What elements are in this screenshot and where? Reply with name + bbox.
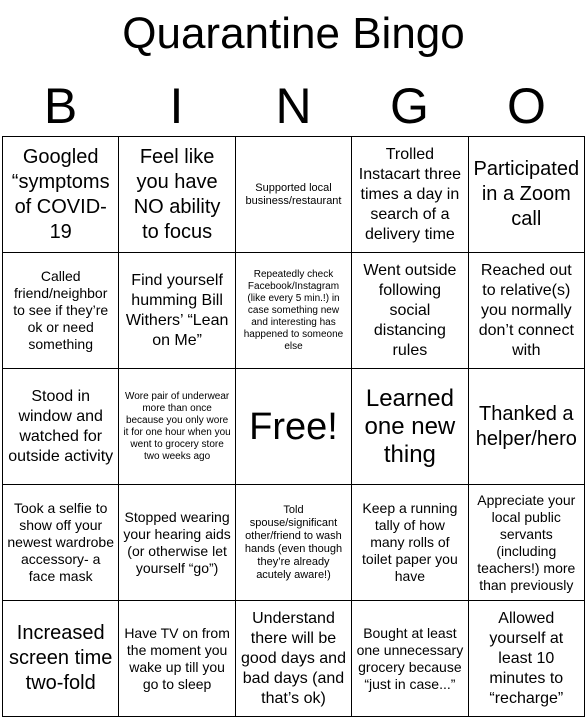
bingo-cell[interactable] [3, 601, 119, 717]
cell-text: Increased screen time two-fold [9, 622, 113, 694]
bingo-cell[interactable] [469, 253, 585, 369]
bingo-grid [2, 136, 585, 717]
cell-text: Feel like you have NO ability to focus [133, 145, 221, 243]
cell-text: Reached out to relative(s) you normally don’t connect with [478, 261, 574, 359]
bingo-cell[interactable] [119, 369, 235, 485]
cell-text: Supported local business/restaurant [245, 181, 342, 207]
cell-text: Appreciate your local public servants (including teachers!) more than previously [477, 491, 576, 593]
bingo-cell[interactable] [236, 137, 352, 253]
letter-o: O [507, 78, 546, 134]
bingo-cell[interactable] [236, 253, 352, 369]
cell-text: Googled “symptoms of COVID-19 [11, 145, 110, 243]
bingo-cell[interactable] [352, 369, 468, 485]
cell-text: Repeatedly check Facebook/Instagram (like every 5 min.!) in case something new and interesting has happened to someone else [243, 268, 344, 352]
cell-text: Find yourself humming Bill Withers’ “Lean on Me” [125, 271, 229, 349]
cell-text: Took a selfie to show off your newest wardrobe accessory- a face mask [7, 500, 114, 584]
cell-text: Participated in a Zoom call [473, 158, 580, 230]
cell-text: Trolled Instacart three times a day in search of a delivery time [358, 145, 462, 243]
page-title: Quarantine Bingo [122, 9, 465, 58]
bingo-cell[interactable] [236, 601, 352, 717]
cell-text: Keep a running tally of how many rolls of toilet paper you have [362, 500, 458, 584]
bingo-cell[interactable] [469, 485, 585, 601]
cell-text: Free! [249, 405, 338, 448]
bingo-cell[interactable] [3, 253, 119, 369]
bingo-cell[interactable] [352, 601, 468, 717]
bingo-cell[interactable] [352, 137, 468, 253]
bingo-cell[interactable] [3, 137, 119, 253]
bingo-cell[interactable] [352, 485, 468, 601]
cell-text: Thanked a helper/hero [475, 402, 577, 450]
bingo-cell[interactable] [3, 369, 119, 485]
bingo-cell[interactable] [469, 369, 585, 485]
cell-text: Have TV on from the moment you wake up till you go to sleep [124, 624, 230, 692]
bingo-cell[interactable] [236, 485, 352, 601]
bingo-cell[interactable] [469, 137, 585, 253]
letter-n: N [275, 78, 312, 134]
cell-text: Went outside following social distancing rules [363, 261, 457, 359]
cell-text: Called friend/neighbor to see if they’re ok or need something [13, 268, 109, 352]
bingo-cell[interactable] [3, 485, 119, 601]
cell-text: Stood in window and watched for outside activity [8, 387, 114, 465]
letter-b: B [43, 78, 78, 134]
bingo-letters [0, 76, 587, 136]
bingo-cell[interactable] [119, 253, 235, 369]
cell-text: Understand there will be good days and bad days (and that’s ok) [241, 609, 346, 707]
cell-text: Allowed yourself at least 10 minutes to “recharge” [489, 609, 564, 707]
cell-text: Learned one new thing [364, 384, 456, 468]
bingo-cell[interactable] [119, 137, 235, 253]
bingo-cell[interactable] [469, 601, 585, 717]
bingo-cell[interactable] [352, 253, 468, 369]
free-cell[interactable] [236, 369, 352, 485]
cell-text: Told spouse/significant other/friend to wash hands (even though they’re already acutely aware!) [244, 503, 343, 581]
bingo-cell[interactable] [119, 485, 235, 601]
bingo-cell[interactable] [119, 601, 235, 717]
cell-text: Stopped wearing your hearing aids (or otherwise let yourself “go”) [123, 508, 231, 576]
letter-i: I [169, 78, 184, 134]
cell-text: Bought at least one unnecessary grocery because “just in case...” [356, 624, 464, 692]
cell-text: Wore pair of underwear more than once because you only wore it for one hour when you went to grocery store two weeks ago [123, 390, 231, 462]
letter-g: G [390, 78, 429, 134]
